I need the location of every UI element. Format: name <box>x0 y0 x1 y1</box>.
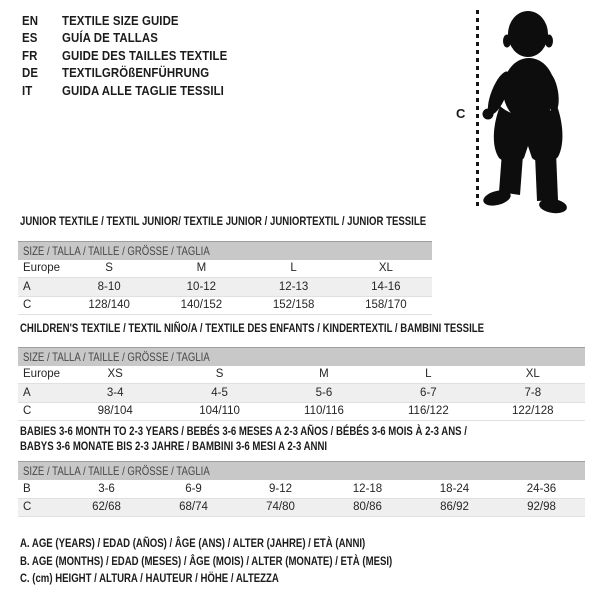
language-row <box>22 64 250 81</box>
language-row <box>22 82 250 99</box>
language-title: TEXTILGRÖßENFÜHRUNG <box>62 65 210 81</box>
row-label: C <box>18 402 63 421</box>
language-title: GUÍA DE TALLAS <box>62 30 158 46</box>
size-table <box>18 241 432 316</box>
footnotes-block <box>20 535 485 588</box>
size-header-row <box>18 241 432 260</box>
value-cell: 62/68 <box>63 498 150 517</box>
footnote-text: B. AGE (MONTHS) / EDAD (MESES) / ÂGE (MOIS) / ALTER (MONATE) / ETÀ (MESI) <box>20 553 393 568</box>
value-cell: 12-13 <box>248 278 340 297</box>
footnote-text: C. (cm) HEIGHT / ALTURA / HAUTEUR / HÖHE / ALTEZZA <box>20 571 279 586</box>
language-code: EN <box>22 13 39 28</box>
table-title-line <box>20 321 585 336</box>
language-code: IT <box>22 82 33 98</box>
value-cell: 6-7 <box>376 384 480 403</box>
language-title-block <box>22 12 250 99</box>
value-cell: XL <box>481 366 585 384</box>
size-header-text: SIZE / TALLA / TAILLE / GRÖSSE / TAGLIA <box>23 464 210 478</box>
table-body <box>18 347 585 421</box>
table-title-text: BABIES 3-6 MONTH TO 2-3 YEARS / BEBÉS 3-6 MESES A 2-3 AÑOS / BÉBÉS 3-6 MOIS À 2-3 ANS / <box>20 424 467 438</box>
value-cell: XS <box>63 366 167 384</box>
value-cell: 86/92 <box>411 498 498 517</box>
size-header-text: SIZE / TALLA / TAILLE / GRÖSSE / TAGLIA <box>23 349 210 364</box>
language-code: ES <box>22 30 38 46</box>
size-table <box>18 461 585 517</box>
row-label: Europe <box>18 366 63 384</box>
value-cell: 7-8 <box>481 384 585 403</box>
height-measure-label: C <box>456 106 466 121</box>
row-label: A <box>18 278 63 297</box>
footnote-line <box>20 570 485 588</box>
value-cell: 10-12 <box>155 278 247 297</box>
table-row-c <box>18 296 432 315</box>
value-cell: 4-5 <box>167 384 271 403</box>
value-cell: 24-36 <box>498 480 585 498</box>
table-body <box>18 462 585 517</box>
value-cell: 68/74 <box>150 498 237 517</box>
row-label: C <box>18 498 63 517</box>
size-header-cell <box>18 241 432 260</box>
value-cell: S <box>167 366 271 384</box>
footnote-text: A. AGE (YEARS) / EDAD (AÑOS) / ÂGE (ANS) / ALTER (JAHRE) / ETÀ (ANNI) <box>20 536 366 550</box>
language-code: DE <box>22 65 39 81</box>
table-row-a <box>18 384 585 403</box>
value-cell: M <box>272 366 376 384</box>
value-cell: 110/116 <box>272 402 376 421</box>
size-table-block-1 <box>18 321 585 421</box>
value-cell: 80/86 <box>324 498 411 517</box>
value-cell: 140/152 <box>155 296 247 315</box>
size-header-row <box>18 462 585 481</box>
language-row <box>22 47 250 64</box>
table-row-b <box>18 480 585 498</box>
value-cell: L <box>376 366 480 384</box>
language-title: TEXTILE SIZE GUIDE <box>62 13 179 28</box>
language-code: FR <box>22 47 38 63</box>
footnote-line <box>20 553 485 571</box>
table-title-text: BABYS 3-6 MONATE BIS 2-3 JAHRE / BAMBINI 3-6 MESI A 2-3 ANNI <box>20 438 328 453</box>
table-row-a <box>18 278 432 297</box>
table-title-text: JUNIOR TEXTILE / TEXTIL JUNIOR/ TEXTILE JUNIOR / JUNIORTEXTIL / JUNIOR TESSILE <box>20 214 427 228</box>
value-cell: 18-24 <box>411 480 498 498</box>
value-cell: 152/158 <box>248 296 340 315</box>
table-row-c <box>18 402 585 421</box>
table-row-europe <box>18 260 432 278</box>
size-header-row <box>18 347 585 366</box>
value-cell: 98/104 <box>63 402 167 421</box>
value-cell: 116/122 <box>376 402 480 421</box>
toddler-silhouette-icon <box>478 8 578 218</box>
value-cell: 122/128 <box>481 402 585 421</box>
value-cell: 128/140 <box>63 296 155 315</box>
value-cell: 104/110 <box>167 402 271 421</box>
value-cell: M <box>155 260 247 278</box>
row-label: A <box>18 384 63 403</box>
value-cell: 14-16 <box>340 278 432 297</box>
footnote-line <box>20 535 485 553</box>
size-header-text: SIZE / TALLA / TAILLE / GRÖSSE / TAGLIA <box>23 243 210 258</box>
size-table <box>18 347 585 422</box>
value-cell: 9-12 <box>237 480 324 498</box>
value-cell: 8-10 <box>63 278 155 297</box>
language-row <box>22 29 250 46</box>
table-row-europe <box>18 366 585 384</box>
size-table-block-0 <box>18 214 432 315</box>
table-title-line <box>20 424 585 439</box>
table-title-line <box>20 214 432 229</box>
value-cell: XL <box>340 260 432 278</box>
table-body <box>18 241 432 315</box>
language-title: GUIDA ALLE TAGLIE TESSILI <box>62 82 224 98</box>
value-cell: 74/80 <box>237 498 324 517</box>
value-cell: 3-4 <box>63 384 167 403</box>
table-title-block <box>18 321 585 336</box>
table-title-block <box>18 424 585 453</box>
row-label: B <box>18 480 63 498</box>
table-title-block <box>18 214 432 229</box>
value-cell: 3-6 <box>63 480 150 498</box>
value-cell: 5-6 <box>272 384 376 403</box>
row-label: Europe <box>18 260 63 278</box>
size-header-cell <box>18 462 585 481</box>
language-row <box>22 12 250 29</box>
size-table-block-2 <box>18 424 585 517</box>
value-cell: 6-9 <box>150 480 237 498</box>
value-cell: 12-18 <box>324 480 411 498</box>
table-title-line <box>20 439 585 454</box>
value-cell: 92/98 <box>498 498 585 517</box>
value-cell: L <box>248 260 340 278</box>
value-cell: 158/170 <box>340 296 432 315</box>
size-header-cell <box>18 347 585 366</box>
value-cell: S <box>63 260 155 278</box>
row-label: C <box>18 296 63 315</box>
table-row-c <box>18 498 585 517</box>
language-title: GUIDE DES TAILLES TEXTILE <box>62 47 228 63</box>
table-title-text: CHILDREN'S TEXTILE / TEXTIL NIÑO/A / TEXTILE DES ENFANTS / KINDERTEXTIL / BAMBINI TESSILE <box>20 321 485 335</box>
